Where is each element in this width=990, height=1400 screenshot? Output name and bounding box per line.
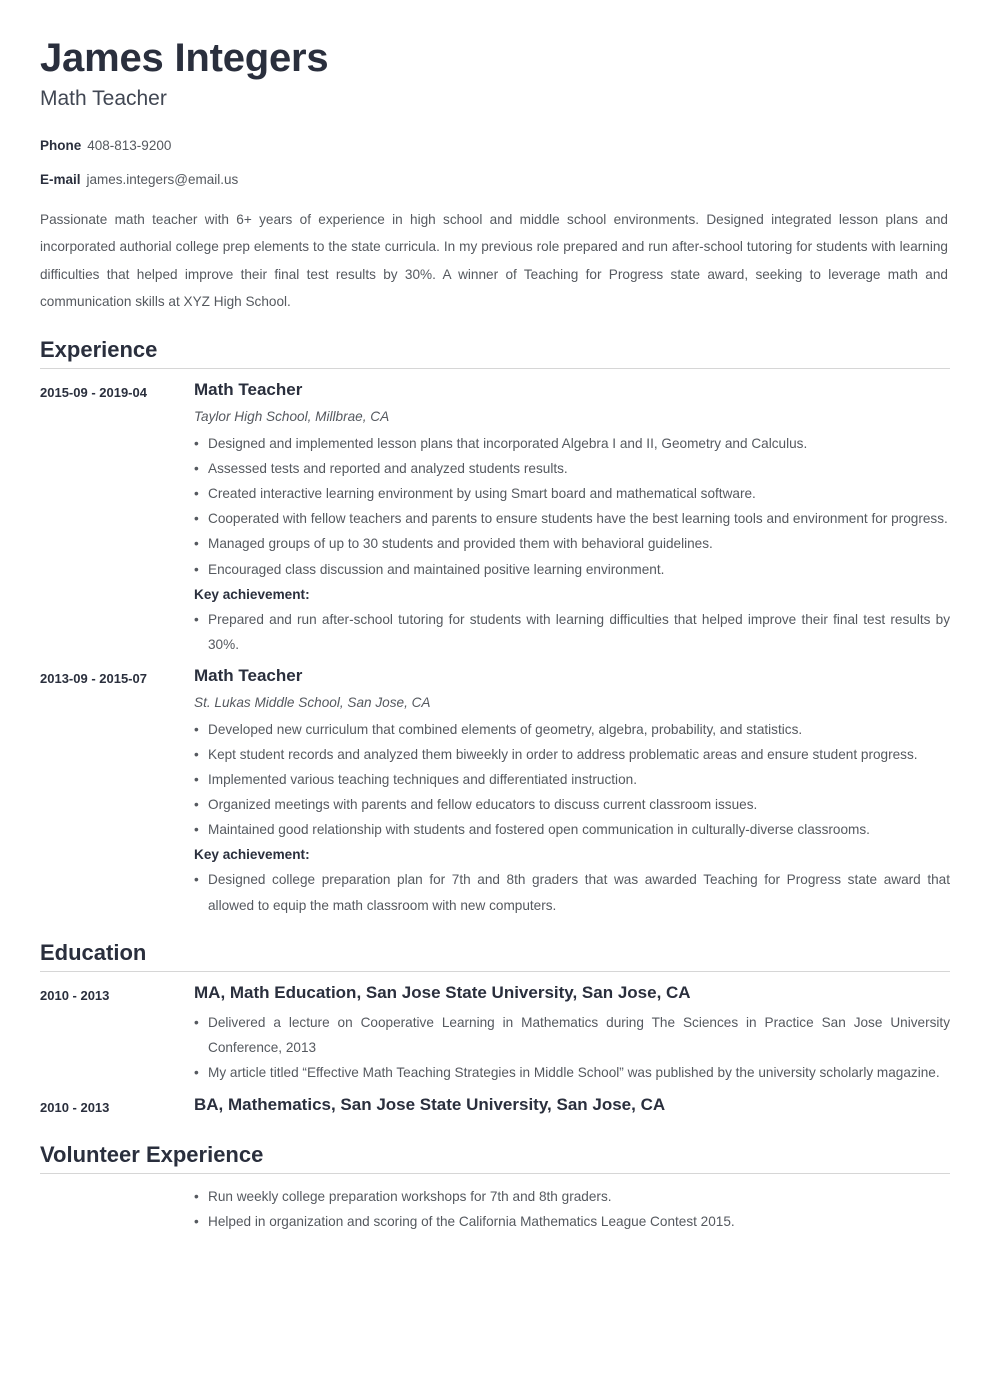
experience-entry-title: Math Teacher	[194, 380, 303, 400]
volunteer-bullets	[194, 1184, 950, 1234]
education-entry-title: MA, Math Education, San Jose State University, San Jose, CA	[194, 982, 691, 1002]
list-item: • Implemented various teaching techniques and differentiated instruction.	[194, 767, 950, 792]
list-item: • Maintained good relationship with students and fostered open communication in culturally-diverse classrooms.	[194, 817, 950, 842]
candidate-job-title: Math Teacher	[40, 87, 167, 110]
experience-entry-date: 2013-09 - 2015-07	[40, 671, 147, 687]
section-education	[40, 940, 950, 1122]
education-entry	[40, 982, 950, 1086]
section-divider-volunteer	[40, 1173, 950, 1174]
key-achievement-label: Key achievement:	[194, 586, 310, 602]
list-item: • Cooperated with fellow teachers and parents to ensure students have the best learning tools and environment for progress.	[194, 506, 950, 531]
list-item: • Prepared and run after-school tutoring for students with learning difficulties that helped improve their final test results by 30%.	[194, 607, 950, 657]
section-volunteer-experience	[40, 1142, 950, 1235]
education-entry-body	[194, 982, 950, 1086]
experience-entry-bullets	[194, 717, 950, 843]
experience-entry-date: 2015-09 - 2019-04	[40, 385, 147, 401]
experience-entry-body	[194, 379, 950, 657]
experience-entry-body	[194, 665, 950, 918]
list-item: • My article titled “Effective Math Teaching Strategies in Middle School” was published by the university scholarly magazine.	[194, 1060, 950, 1085]
professional-summary: Passionate math teacher with 6+ years of experience in high school and middle school environments. Designed integrated lesson plans and incorporated authorial college prep elements to the state curricula. In my previous role prepared and run after-school tutoring for students with learning difficulties that helped improve their final test results by 30%. A winner of Teaching for Progress state award, seeking to leverage math and communication skills at XYZ High School.	[40, 212, 948, 309]
list-item: • Run weekly college preparation workshops for 7th and 8th graders.	[194, 1184, 950, 1209]
education-entry-date: 2010 - 2013	[40, 1099, 110, 1115]
section-heading-education: Education	[40, 939, 147, 965]
section-experience	[40, 337, 950, 918]
section-divider-experience	[40, 368, 950, 369]
experience-entry-title: Math Teacher	[194, 666, 303, 686]
list-item: • Designed college preparation plan for 7th and 8th graders that was awarded Teaching for Progress state award that allowed to equip the math classroom with new computers.	[194, 867, 950, 917]
contact-email-value: james.integers@email.us	[86, 171, 239, 187]
experience-entry-employer: Taylor High School, Millbrae, CA	[194, 409, 390, 425]
key-achievement-bullets	[194, 607, 950, 657]
education-entry-bullets	[194, 1010, 950, 1085]
education-entry-title: BA, Mathematics, San Jose State University, San Jose, CA	[194, 1094, 666, 1114]
list-item: • Kept student records and analyzed them biweekly in order to address problematic areas and ensure student progress.	[194, 742, 950, 767]
contact-email	[40, 171, 950, 189]
list-item: • Encouraged class discussion and maintained positive learning environment.	[194, 557, 950, 582]
list-item: • Designed and implemented lesson plans that incorporated Algebra I and II, Geometry and Calculus.	[194, 431, 950, 456]
experience-entry-bullets	[194, 431, 950, 582]
list-item: • Managed groups of up to 30 students and provided them with behavioral guidelines.	[194, 531, 950, 556]
education-entry-body	[194, 1094, 950, 1122]
key-achievement-label: Key achievement:	[194, 847, 310, 863]
contact-phone	[40, 137, 950, 155]
education-entry	[40, 1094, 950, 1122]
contact-email-label: E-mail	[40, 171, 81, 187]
experience-entry-employer: St. Lukas Middle School, San Jose, CA	[194, 695, 431, 711]
key-achievement-bullets	[194, 867, 950, 917]
section-heading-volunteer: Volunteer Experience	[40, 1141, 264, 1167]
education-entry-date: 2010 - 2013	[40, 987, 110, 1003]
experience-entry	[40, 379, 950, 657]
list-item: • Created interactive learning environment by using Smart board and mathematical software.	[194, 481, 950, 506]
list-item: • Developed new curriculum that combined elements of geometry, algebra, probability, and statistics.	[194, 717, 950, 742]
contact-phone-label: Phone	[40, 138, 82, 154]
list-item: • Assessed tests and reported and analyzed students results.	[194, 456, 950, 481]
experience-entry	[40, 665, 950, 918]
contact-phone-value: 408-813-9200	[87, 138, 172, 154]
volunteer-body	[194, 1184, 950, 1234]
resume-header	[40, 36, 950, 188]
list-item: • Helped in organization and scoring of the California Mathematics League Contest 2015.	[194, 1209, 950, 1234]
section-heading-experience: Experience	[40, 337, 158, 363]
candidate-name: James Integers	[40, 36, 329, 80]
list-item: • Organized meetings with parents and fellow educators to discuss current classroom issues.	[194, 792, 950, 817]
list-item: • Delivered a lecture on Cooperative Learning in Mathematics during The Sciences in Practice San Jose University Conference, 2013	[194, 1010, 950, 1060]
section-divider-education	[40, 971, 950, 972]
